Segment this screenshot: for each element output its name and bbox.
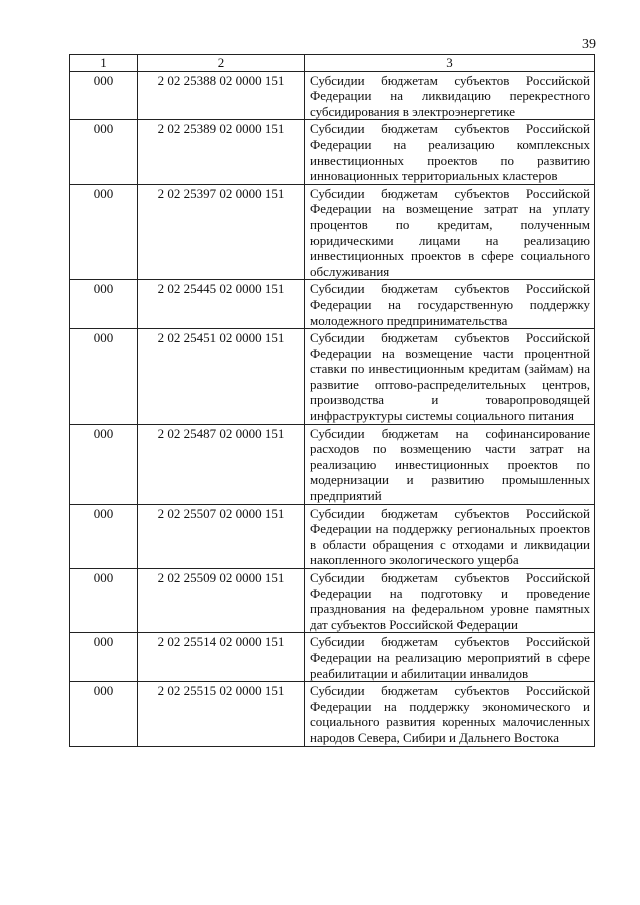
table-row	[70, 633, 595, 682]
admin-code-cell: 000	[70, 424, 138, 504]
column-header-3: 3	[305, 55, 595, 72]
table-row	[70, 71, 595, 120]
revenue-name-cell: Субсидии бюджетам субъектов Российской Федерации на поддержку региональных проектов в области обращения с отходами и ликвидации накопленного экологического ущерба	[305, 504, 595, 568]
revenue-name-cell: Субсидии бюджетам на софинансирование расходов по возмещению части затрат на реализацию инвестиционных проектов по модернизации и развитию промышленных предприятий	[305, 424, 595, 504]
revenue-name-cell: Субсидии бюджетам субъектов Российской Федерации на реализацию комплексных инвестиционных проектов по развитию инновационных территориальных кластеров	[305, 120, 595, 184]
admin-code-cell: 000	[70, 682, 138, 746]
table-row	[70, 424, 595, 504]
budget-code-cell: 2 02 25397 02 0000 151	[138, 184, 305, 280]
budget-code-cell: 2 02 25509 02 0000 151	[138, 569, 305, 633]
revenue-name-cell: Субсидии бюджетам субъектов Российской Федерации на возмещение затрат на уплату процентов по кредитам, полученным юридическими лицами на реализацию инвестиционных проектов в сфере социального обслуживания	[305, 184, 595, 280]
revenue-name-cell: Субсидии бюджетам субъектов Российской Федерации на подготовку и проведение празднования на федеральном уровне памятных дат субъектов Российской Федерации	[305, 569, 595, 633]
column-header-2: 2	[138, 55, 305, 72]
revenue-name-cell: Субсидии бюджетам субъектов Российской Федерации на реализацию мероприятий в сфере реабилитации и абилитации инвалидов	[305, 633, 595, 682]
table-header-row	[70, 55, 595, 72]
table-row	[70, 569, 595, 633]
budget-code-cell: 2 02 25451 02 0000 151	[138, 329, 305, 425]
budget-code-cell: 2 02 25515 02 0000 151	[138, 682, 305, 746]
budget-code-cell: 2 02 25514 02 0000 151	[138, 633, 305, 682]
revenue-name-cell: Субсидии бюджетам субъектов Российской Федерации на ликвидацию перекрестного субсидирования в электроэнергетике	[305, 71, 595, 120]
budget-code-cell: 2 02 25445 02 0000 151	[138, 280, 305, 329]
admin-code-cell: 000	[70, 71, 138, 120]
admin-code-cell: 000	[70, 280, 138, 329]
admin-code-cell: 000	[70, 504, 138, 568]
revenue-name-cell: Субсидии бюджетам субъектов Российской Федерации на поддержку экономического и социального развития коренных малочисленных народов Севера, Сибири и Дальнего Востока	[305, 682, 595, 746]
budget-code-cell: 2 02 25487 02 0000 151	[138, 424, 305, 504]
admin-code-cell: 000	[70, 329, 138, 425]
budget-classification-table	[69, 54, 595, 747]
table-row	[70, 329, 595, 425]
budget-code-cell: 2 02 25507 02 0000 151	[138, 504, 305, 568]
admin-code-cell: 000	[70, 633, 138, 682]
budget-code-cell: 2 02 25389 02 0000 151	[138, 120, 305, 184]
page-number: 39	[582, 37, 596, 52]
table-row	[70, 184, 595, 280]
table-row	[70, 280, 595, 329]
column-header-1: 1	[70, 55, 138, 72]
revenue-name-cell: Субсидии бюджетам субъектов Российской Федерации на государственную поддержку молодежного предпринимательства	[305, 280, 595, 329]
budget-code-cell: 2 02 25388 02 0000 151	[138, 71, 305, 120]
table-row	[70, 504, 595, 568]
admin-code-cell: 000	[70, 569, 138, 633]
table-row	[70, 682, 595, 746]
revenue-name-cell: Субсидии бюджетам субъектов Российской Федерации на возмещение части процентной ставки по инвестиционным кредитам (займам) на развитие оптово-распределительных центров, производства и товаропроводящей инфраструктуры системы социального питания	[305, 329, 595, 425]
admin-code-cell: 000	[70, 184, 138, 280]
table-row	[70, 120, 595, 184]
admin-code-cell: 000	[70, 120, 138, 184]
